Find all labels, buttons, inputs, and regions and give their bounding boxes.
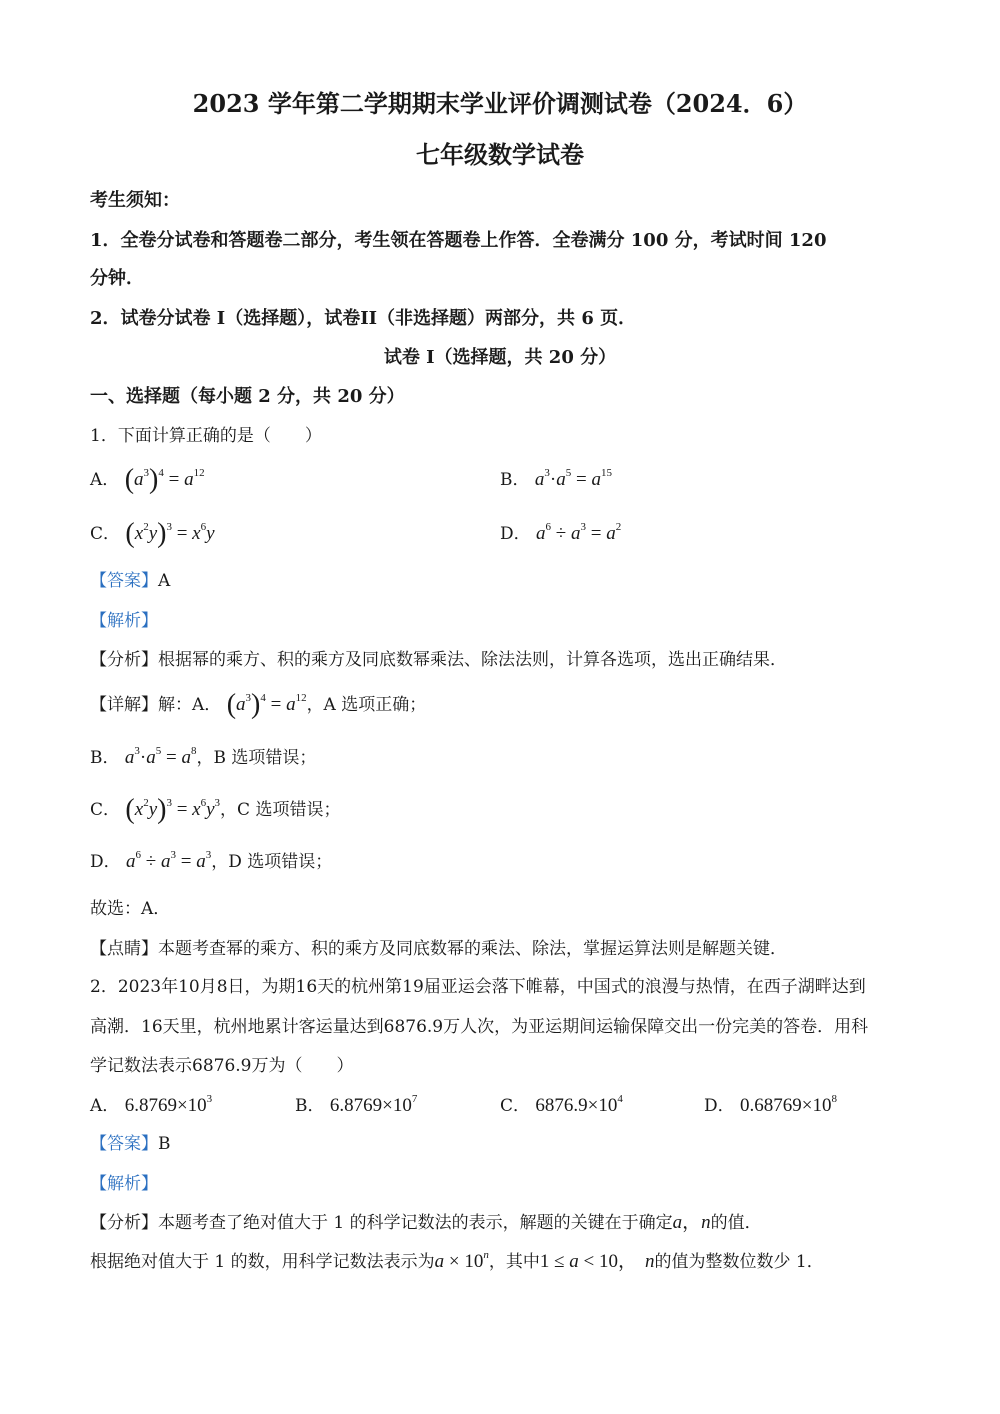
page-title: 2023 学年第二学期期末学业评价调测试卷（2024．6）: [192, 89, 808, 118]
q2-option-c[interactable]: [500, 1094, 623, 1118]
q2-analysis-text: 本题考查了绝对值大于 1 的科学记数法的表示，解题的关键在于确定: [158, 1213, 673, 1233]
answer-tag: 【答案】: [90, 571, 158, 591]
q1-detail-a: [90, 689, 427, 720]
q1-detail-d-formula: $a^6 \div a^3 = a^3$: [126, 849, 212, 872]
q1-detail-a-formula: $(a^3)^4 = a^{12}$: [226, 689, 307, 720]
q1-detail-b: [90, 746, 316, 770]
q1-option-a-label: A．: [90, 470, 120, 490]
q1-option-d[interactable]: [500, 522, 621, 546]
q2-option-a[interactable]: [90, 1094, 212, 1118]
q2-option-a-exp: 3: [206, 1093, 213, 1105]
q1-option-c-label: C．: [90, 524, 121, 544]
q2-analysis: [90, 1211, 762, 1235]
comment-tag: 【点睛】: [90, 939, 158, 959]
q1-detail-d-text: ，D 选项错误；: [211, 852, 333, 872]
q1-option-b[interactable]: [500, 468, 612, 492]
q2-analysis-vars: a，n: [672, 1212, 711, 1233]
notice-item-2: 2．试卷分试卷 I（选择题），试卷II（非选择题）两部分，共 6 页．: [90, 308, 637, 329]
section-1-heading: 一、选择题（每小题 2 分，共 20 分）: [90, 386, 405, 407]
q1-option-b-formula: $a^3\cdot a^5 = a^{15}$: [534, 467, 612, 490]
q2-option-a-base: 6.8769×10: [124, 1095, 207, 1116]
q2-stem-line-3: 学记数法表示6876.9万为（ ）: [90, 1056, 354, 1076]
q2-rule: [90, 1250, 824, 1274]
page-subtitle: 七年级数学试卷: [416, 140, 584, 169]
q1-detail-b-formula: $a^3\cdot a^5 = a^8$: [124, 745, 197, 768]
q1-detail-b-label: B．: [90, 748, 120, 768]
q1-option-b-label: B．: [500, 470, 530, 490]
q1-detail-a-text: ，A 选项正确；: [306, 695, 427, 715]
q1-analysis: [90, 648, 787, 672]
q2-option-c-label: C．: [500, 1096, 531, 1116]
q1-option-a[interactable]: [90, 464, 205, 495]
q2-rule-formula: $a \times 10^n$: [434, 1249, 489, 1272]
q1-detail-d-label: D．: [90, 852, 121, 872]
q2-rule-text-mid: ，其中: [488, 1252, 540, 1272]
q1-detail-c-text: ，C 选项错误；: [220, 800, 341, 820]
q2-option-c-exp: 4: [617, 1093, 623, 1105]
notice-item-1-cont: 分钟．: [90, 268, 144, 289]
q2-option-b-exp: 7: [411, 1093, 418, 1105]
q2-jiexi-tag: 【解析】: [90, 1174, 158, 1194]
q1-analysis-text: 根据幂的乘方、积的乘方及同底数幂乘法、除法法则，计算各选项，选出正确结果．: [158, 650, 787, 670]
q1-detail-c: [90, 794, 341, 825]
answer-tag: 【答案】: [90, 1134, 158, 1154]
q1-detail-c-formula: $(x^2y)^3 = x^6y^3$: [125, 794, 221, 825]
q2-option-d-base: 0.68769×10: [740, 1095, 832, 1116]
q2-stem-line-1: 2．2023年10月8日，为期16天的杭州第19届亚运会落下帷幕，中国式的浪漫与热情，在西子湖畔达到: [90, 977, 866, 997]
q2-stem-line-2: 高潮．16天里，杭州地累计客运量达到6876.9万人次，为亚运期间运输保障交出一份完美的答卷．用科: [90, 1017, 869, 1037]
q1-detail-d: [90, 850, 332, 874]
q2-option-d[interactable]: [704, 1094, 837, 1118]
analysis-tag: 【分析】: [90, 1213, 158, 1233]
q2-answer-value: B: [158, 1134, 171, 1154]
paper-1-heading: 试卷 I（选择题，共 20 分）: [383, 347, 617, 368]
detail-tag: 【详解】: [90, 695, 158, 715]
q1-detail-c-label: C．: [90, 800, 121, 820]
q1-jiexi-tag: 【解析】: [90, 611, 158, 631]
q2-option-a-label: A．: [90, 1096, 120, 1116]
q1-option-d-label: D．: [500, 524, 531, 544]
q1-conclusion: 故选：A．: [90, 899, 171, 919]
q1-detail-b-text: ，B 选项错误；: [196, 748, 317, 768]
notice-item-1: 1．全卷分试卷和答题卷二部分，考生领在答题卷上作答．全卷满分 100 分，考试时间 120: [90, 230, 827, 251]
q1-stem: 1．下面计算正确的是（ ）: [90, 426, 322, 446]
analysis-tag: 【分析】: [90, 650, 158, 670]
q2-rule-text: 根据绝对值大于 1 的数，用科学记数法表示为: [90, 1252, 435, 1272]
q1-option-d-formula: $a^6 \div a^3 = a^2$: [536, 521, 622, 544]
q2-answer: [90, 1132, 171, 1156]
q2-option-b-label: B．: [295, 1096, 325, 1116]
q2-option-d-exp: 8: [831, 1093, 838, 1105]
q2-rule-text-end: 的值为整数位数少 1．: [654, 1252, 824, 1272]
q1-detail-prefix: 解：A．: [158, 695, 222, 715]
q2-option-b-base: 6.8769×10: [329, 1095, 412, 1116]
q1-comment: [90, 937, 787, 961]
q2-analysis-text-end: 的值．: [710, 1213, 762, 1233]
q1-option-c-formula: $(x^2y)^3 = x^6y$: [125, 518, 215, 549]
q1-answer-value: A: [158, 571, 171, 591]
q1-comment-text: 本题考查幂的乘方、积的乘方及同底数幂的乘法、除法，掌握运算法则是解题关键．: [158, 939, 787, 959]
q2-rule-range: 1 ≤ a < 10， n: [539, 1251, 655, 1272]
q1-answer: [90, 569, 170, 593]
q2-option-b[interactable]: [295, 1094, 417, 1118]
q2-option-d-label: D．: [704, 1096, 735, 1116]
notice-heading: 考生须知：: [90, 190, 180, 211]
q1-option-a-formula: $(a^3)^4 = a^{12}$: [124, 464, 205, 495]
q1-option-c[interactable]: [90, 518, 215, 549]
q2-option-c-base: 6876.9×10: [535, 1095, 618, 1116]
